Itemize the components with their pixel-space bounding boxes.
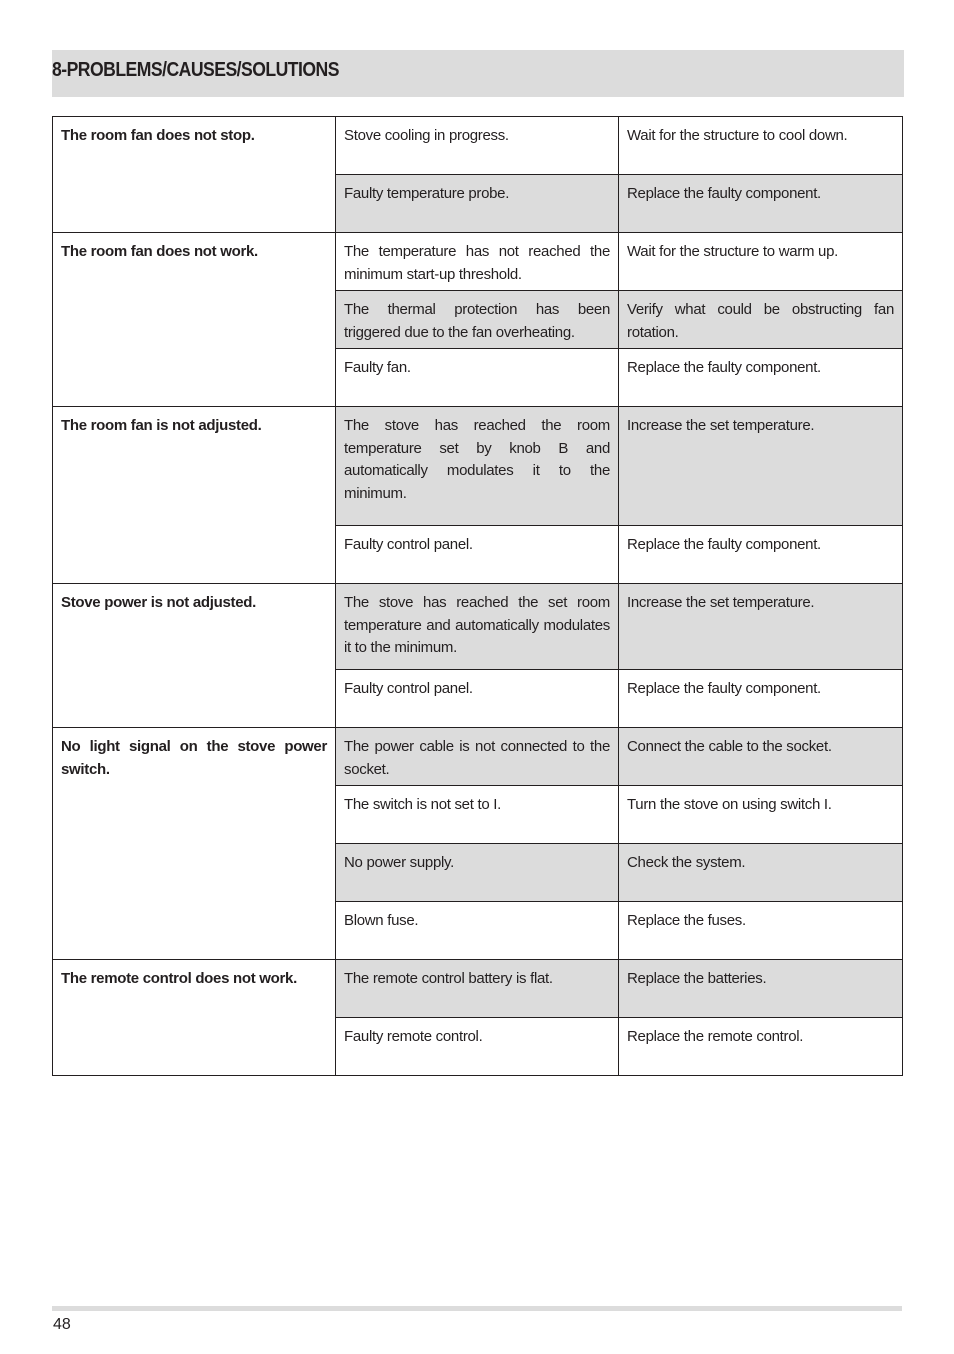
cause-cell: No power supply. [336, 844, 619, 902]
solution-cell: Replace the faulty component. [619, 670, 903, 728]
cause-cell: The thermal protection has been triggered due to the fan overheating. [336, 291, 619, 349]
solution-cell: Replace the fuses. [619, 902, 903, 960]
problem-cell: The room fan is not adjusted. [53, 407, 336, 584]
cause-cell: The switch is not set to I. [336, 786, 619, 844]
problem-cell: The room fan does not work. [53, 233, 336, 407]
solution-cell: Increase the set temperature. [619, 407, 903, 526]
solution-cell: Verify what could be obstructing fan rotation. [619, 291, 903, 349]
cause-cell: The power cable is not connected to the socket. [336, 728, 619, 786]
problem-cell: No light signal on the stove power switch. [53, 728, 336, 960]
table-row [53, 584, 903, 670]
solution-cell: Check the system. [619, 844, 903, 902]
solution-cell: Wait for the structure to warm up. [619, 233, 903, 291]
footer-divider [52, 1306, 902, 1311]
solution-cell: Replace the faulty component. [619, 526, 903, 584]
table-row [53, 960, 903, 1018]
problem-cell: Stove power is not adjusted. [53, 584, 336, 728]
cause-cell: The remote control battery is flat. [336, 960, 619, 1018]
cause-cell: Faulty temperature probe. [336, 175, 619, 233]
cause-cell: Blown fuse. [336, 902, 619, 960]
table-row [53, 233, 903, 291]
cause-cell: The stove has reached the room temperature set by knob B and automatically modulates it to the minimum. [336, 407, 619, 526]
cause-cell: Faulty fan. [336, 349, 619, 407]
problem-cell: The room fan does not stop. [53, 117, 336, 233]
troubleshooting-table [52, 116, 903, 1076]
problem-cell: The remote control does not work. [53, 960, 336, 1076]
table-row [53, 407, 903, 526]
table-row [53, 728, 903, 786]
solution-cell: Wait for the structure to cool down. [619, 117, 903, 175]
cause-cell: The stove has reached the set room temperature and automatically modulates it to the minimum. [336, 584, 619, 670]
solution-cell: Replace the remote control. [619, 1018, 903, 1076]
section-title: 8-PROBLEMS/CAUSES/SOLUTIONS [52, 59, 339, 81]
solution-cell: Turn the stove on using switch I. [619, 786, 903, 844]
cause-cell: The temperature has not reached the minimum start-up threshold. [336, 233, 619, 291]
section-header-bar [52, 50, 904, 97]
cause-cell: Faulty control panel. [336, 670, 619, 728]
solution-cell: Replace the faulty component. [619, 175, 903, 233]
page-number: 48 [53, 1316, 71, 1333]
solution-cell: Connect the cable to the socket. [619, 728, 903, 786]
cause-cell: Faulty control panel. [336, 526, 619, 584]
cause-cell: Faulty remote control. [336, 1018, 619, 1076]
table-row [53, 117, 903, 175]
solution-cell: Increase the set temperature. [619, 584, 903, 670]
solution-cell: Replace the batteries. [619, 960, 903, 1018]
solution-cell: Replace the faulty component. [619, 349, 903, 407]
cause-cell: Stove cooling in progress. [336, 117, 619, 175]
